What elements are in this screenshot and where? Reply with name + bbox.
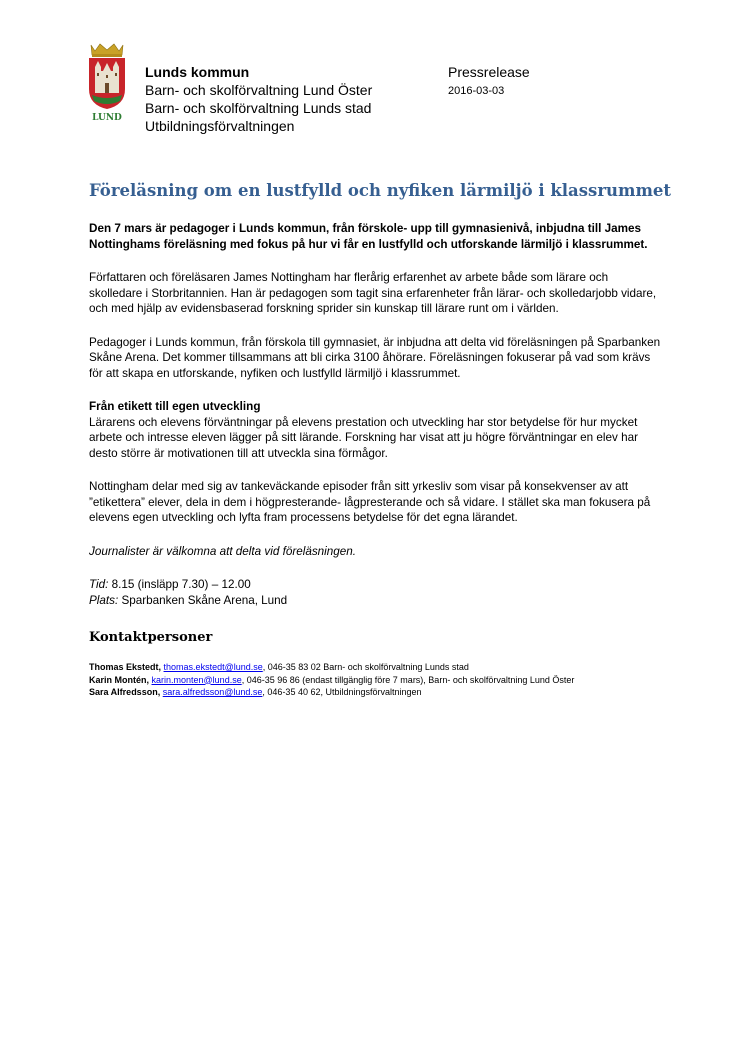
contacts-title: Kontaktpersoner — [89, 630, 213, 645]
contact-email-link[interactable]: karin.monten@lund.se — [151, 674, 242, 685]
coat-of-arms-icon — [86, 43, 128, 123]
body-paragraph: Författaren och föreläsaren James Nottingham har flerårig erfarenhet av arbete både som lärare och skolledare i Storbritannien. Han är pedagogen som tagit sina erfarenheter från lärar- och skolledarjobb vidare, och med hjälp av evidensbaserad forskning sprider sin kunskap till lärare runt om i världen. — [89, 271, 657, 315]
contacts-list — [89, 661, 574, 699]
contact-row — [89, 661, 574, 674]
contact-details: , 046-35 83 02 Barn- och skolförvaltning Lunds stad — [262, 662, 469, 672]
organization-line: Barn- och skolförvaltning Lunds stad — [145, 100, 372, 116]
time-label: Tid: — [89, 578, 109, 591]
event-details — [89, 577, 664, 608]
body-paragraph: Pedagoger i Lunds kommun, från förskola till gymnasiet, är inbjudna att delta vid föreläsningen på Sparbanken Skåne Arena. Det kommer tillsammans att bli cirka 3100 åhörare. Föreläsningen fokuserar på vad som krävs för att skapa en utforskande, nyfiken och lustfylld lärmiljö i klassrummet. — [89, 335, 661, 380]
release-type: Pressrelease — [448, 64, 530, 80]
article-body — [89, 221, 664, 626]
place-line — [89, 594, 287, 607]
contact-name: Thomas Ekstedt, — [89, 662, 162, 672]
contact-email-link[interactable]: thomas.ekstedt@lund.se — [163, 662, 263, 672]
place-value: Sparbanken Skåne Arena, Lund — [118, 593, 288, 607]
time-value: 8.15 (insläpp 7.30) – 12.00 — [108, 578, 251, 591]
contact-name: Karin Montén, — [89, 674, 149, 685]
contact-details: , 046-35 96 86 (endast tillgänglig före 7 mars), Barn- och skolförvaltning Lund Öster — [241, 674, 575, 685]
release-info — [448, 63, 530, 100]
article-title: Föreläsning om en lustfylld och nyfiken lärmiljö i klassrummet — [89, 181, 672, 200]
contact-row — [89, 674, 574, 687]
organization-line: Barn- och skolförvaltning Lund Öster — [145, 82, 373, 98]
journalists-note: Journalister är välkomna att delta vid föreläsningen. — [89, 544, 357, 558]
lund-coat-of-arms-logo — [86, 43, 128, 123]
body-paragraph: Nottingham delar med sig av tankeväckande episoder från sitt yrkesliv som visar på konsekvenser av att ”etikettera” elever, dela in dem i högpresterande- lågpresterande och så vidare. I stället ska man fokusera på elevens egen utveckling och lyfta fram processens betydelse för det egna lärandet. — [89, 480, 651, 524]
contact-details: , 046-35 40 62, Utbildningsförvaltningen — [262, 687, 422, 697]
contact-row — [89, 686, 574, 699]
contact-email-link[interactable]: sara.alfredsson@lund.se — [162, 687, 263, 697]
place-label: Plats: — [89, 593, 119, 607]
time-line — [89, 578, 251, 591]
body-paragraph: Lärarens och elevens förväntningar på elevens prestation och utveckling har stor betydelse för hur mycket arbete och intresse eleven lägger på sitt lärande. Forskning har visat att ju högre förväntningar en elev har desto större är motivationen till att utveckla sina förmågor. — [89, 415, 638, 460]
logo-lund-text: LUND — [92, 113, 122, 123]
contact-name: Sara Alfredsson, — [89, 687, 161, 697]
organization-block — [145, 63, 372, 135]
organization-line: Utbildningsförvaltningen — [145, 118, 295, 134]
release-date: 2016-03-03 — [448, 85, 505, 97]
organization-name: Lunds kommun — [145, 64, 250, 80]
section-subheading: Från etikett till egen utveckling — [89, 400, 261, 413]
lead-paragraph: Den 7 mars är pedagoger i Lunds kommun, från förskole- upp till gymnasienivå, inbjudna till James Nottinghams föreläsning med fokus på hur vi får en lustfylld och utforskande lärmiljö i klassrummet. — [89, 222, 648, 251]
